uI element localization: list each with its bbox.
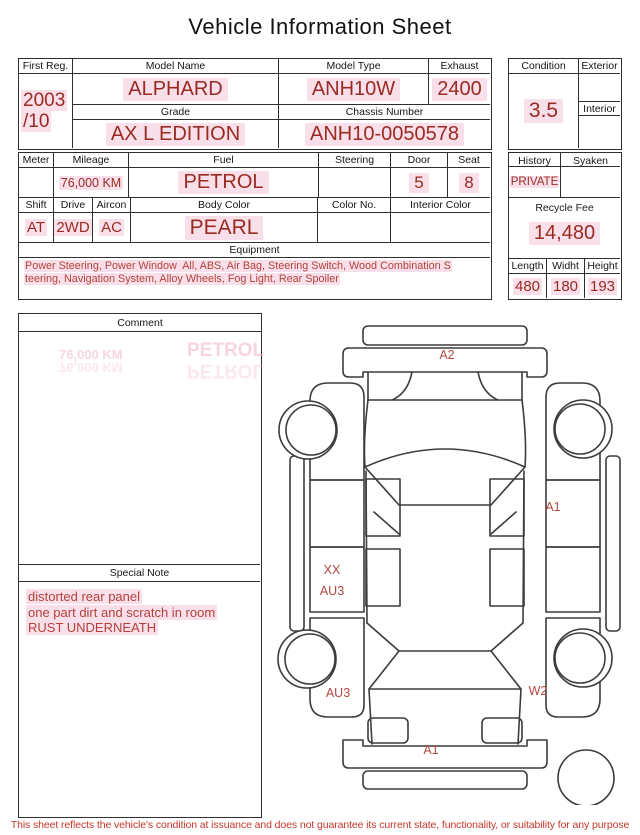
special-note-label: Special Note — [19, 564, 260, 582]
width-value: 180 — [552, 277, 579, 295]
cell-door — [391, 153, 448, 198]
equipment-label: Equipment — [19, 243, 490, 258]
wheel-front-left — [279, 401, 337, 459]
cell-interior-color — [391, 198, 490, 243]
exterior-label: Exterior — [579, 59, 620, 74]
height-label: Height — [585, 259, 620, 274]
comment-label: Comment — [19, 314, 261, 332]
meter-value — [19, 168, 53, 197]
history-label: History — [518, 154, 551, 167]
bottom-bumper — [343, 740, 547, 768]
wheel-front-right — [554, 400, 612, 458]
chassis-number-value: ANH10-0050578 — [279, 120, 490, 148]
fuel-value: PETROL — [129, 168, 318, 197]
recycle-fee-value: 14,480 — [509, 222, 620, 245]
comment-ghost-mileage-mirror: 76,000 KM — [59, 360, 123, 375]
cell-aircon — [93, 198, 131, 243]
right-tail-lamp — [482, 718, 522, 743]
width-label: Widht — [547, 259, 584, 274]
comment-ghost-mileage: 76,000 KM — [59, 347, 123, 362]
cell-exhaust — [429, 59, 490, 105]
aircon-value: AC — [101, 219, 122, 236]
grade-value: AX L EDITION — [73, 120, 278, 148]
windshield-left-arc — [392, 372, 412, 400]
steering-label: Steering — [319, 153, 390, 168]
interior-value — [579, 116, 620, 147]
cell-fuel — [129, 153, 319, 198]
history-label-cell — [509, 153, 561, 167]
left-rocker-strip — [290, 456, 304, 631]
car-damage-diagram — [270, 315, 640, 805]
interior-label: Interior — [579, 101, 620, 116]
grade-label: Grade — [73, 105, 278, 120]
spare-wheel — [558, 750, 614, 805]
drive-label: Drive — [54, 198, 92, 213]
color-no-label: Color No. — [318, 198, 390, 213]
cell-grade — [73, 105, 279, 148]
drive-value: 2WD — [56, 219, 90, 236]
exhaust-label: Exhaust — [429, 59, 490, 74]
cell-width — [547, 259, 585, 298]
wheel-rear-right — [554, 629, 612, 687]
condition-table — [508, 58, 622, 150]
car-outline — [290, 326, 620, 789]
first-reg-year: 2003 — [23, 90, 66, 111]
special-note-line-1: distorted rear panel — [28, 589, 141, 604]
condition-label: Condition — [509, 59, 578, 74]
cell-model-type — [279, 59, 429, 105]
interior-color-value — [391, 213, 490, 242]
cell-chassis-number — [279, 105, 490, 148]
first-reg-month: /10 — [23, 111, 50, 132]
special-note-line-2: one part dirt and scratch in room — [28, 604, 216, 620]
left-rear-window — [366, 549, 400, 606]
rear-panel-left-edge — [369, 689, 372, 744]
damage-mark-a2: A2 — [439, 348, 455, 362]
aircon-label: Aircon — [93, 198, 130, 213]
cell-color-no — [318, 198, 391, 243]
registration-table — [18, 58, 492, 150]
damage-mark-a1-bottom: A1 — [423, 743, 439, 757]
condition-value: 3.5 — [509, 74, 578, 148]
cell-first-reg — [19, 59, 73, 148]
equipment-text — [19, 258, 490, 298]
cell-length — [509, 259, 547, 298]
steering-value — [319, 168, 390, 197]
cell-recycle-fee — [509, 198, 620, 259]
body-color-label: Body Color — [131, 198, 317, 213]
right-d-pillar — [491, 623, 523, 651]
disclaimer-text: This sheet reflects the vehicle's condition at issuance and does not guarantee its current state, functionality, or suitability for any purpose — [10, 819, 630, 831]
meter-label: Meter — [19, 153, 53, 168]
roof-panel — [365, 449, 525, 505]
right-quarter-panel — [546, 547, 600, 612]
cell-body-color — [131, 198, 318, 243]
seat-label: Seat — [448, 153, 490, 168]
shift-value: AT — [26, 219, 46, 236]
interior-color-label: Interior Color — [391, 198, 490, 213]
model-name-label: Model Name — [73, 59, 278, 74]
first-reg-label: First Reg. — [19, 59, 72, 74]
model-name-value: ALPHARD — [73, 74, 278, 104]
comment-ghost-fuel: PETROL — [187, 340, 265, 361]
damage-mark-xx: XX — [323, 563, 341, 577]
mileage-value: 76,000 KM — [60, 175, 122, 190]
equipment-line-2: teering, Navigation System, Alloy Wheels, Fog Light, Rear Spoiler — [25, 273, 339, 285]
special-note-text — [19, 582, 260, 812]
damage-mark-a1-right: A1 — [545, 500, 561, 514]
cell-steering — [319, 153, 391, 198]
mileage-label: Mileage — [54, 153, 128, 168]
chassis-number-label: Chassis Number — [279, 105, 490, 120]
special-note-line-3: RUST UNDERNEATH — [28, 620, 157, 635]
cell-seat — [448, 153, 490, 198]
left-pillar — [364, 400, 368, 467]
length-label: Length — [509, 259, 546, 274]
bottom-outer-bar — [363, 771, 527, 789]
wheels — [278, 400, 614, 805]
cell-exterior-interior — [579, 59, 620, 148]
right-pillar — [522, 400, 526, 467]
wheel-rear-left — [278, 630, 336, 688]
top-outer-bar — [363, 326, 527, 345]
damage-mark-w2: W2 — [528, 684, 548, 698]
right-rear-window — [490, 549, 524, 606]
left-mid-panel — [310, 480, 364, 547]
door-label: Door — [391, 153, 447, 168]
damage-mark-au3-upper: AU3 — [319, 584, 345, 598]
exterior-value — [579, 74, 620, 101]
cell-model-name — [73, 59, 279, 105]
left-tail-lamp — [368, 718, 408, 743]
comment-ghost-fuel-mirror: PETROL — [187, 360, 265, 381]
left-pillar-line — [374, 512, 399, 534]
cell-shift — [19, 198, 54, 243]
right-pillar-line — [491, 512, 516, 534]
right-rocker-strip — [606, 456, 620, 631]
syaken-label: Syaken — [572, 154, 609, 167]
rear-glass — [369, 651, 521, 689]
damage-mark-au3-lower: AU3 — [325, 686, 351, 700]
color-no-value — [318, 213, 390, 242]
windshield-right-arc — [478, 372, 498, 400]
history-table — [508, 152, 622, 300]
body-color-value: PEARL — [131, 213, 317, 242]
exhaust-value: 2400 — [429, 74, 490, 104]
history-value: PRIVATE — [509, 167, 561, 198]
cell-drive — [54, 198, 93, 243]
cell-condition — [509, 59, 579, 148]
height-value: 193 — [589, 277, 616, 295]
length-value: 480 — [514, 277, 541, 295]
model-type-label: Model Type — [279, 59, 428, 74]
syaken-label-cell — [561, 153, 620, 167]
shift-label: Shift — [19, 198, 53, 213]
equipment-line-1: Power Steering, Power Window All, ABS, Air Bag, Steering Switch, Wood Combination S — [25, 260, 451, 272]
first-reg-value — [19, 74, 72, 148]
syaken-value — [561, 167, 620, 198]
cell-meter — [19, 153, 54, 198]
fuel-label: Fuel — [129, 153, 318, 168]
model-type-value: ANH10W — [279, 74, 428, 104]
rear-panel-right-edge — [518, 689, 521, 744]
page-title: Vehicle Information Sheet — [188, 14, 452, 39]
cell-mileage — [54, 153, 129, 198]
seat-value: 8 — [448, 168, 490, 197]
recycle-fee-label: Recycle Fee — [535, 202, 594, 214]
cell-height — [585, 259, 620, 298]
door-value: 5 — [391, 168, 447, 197]
left-d-pillar — [367, 623, 399, 651]
comment-box — [18, 313, 265, 818]
left-quarter-panel — [310, 547, 364, 612]
specs-table — [18, 152, 492, 300]
